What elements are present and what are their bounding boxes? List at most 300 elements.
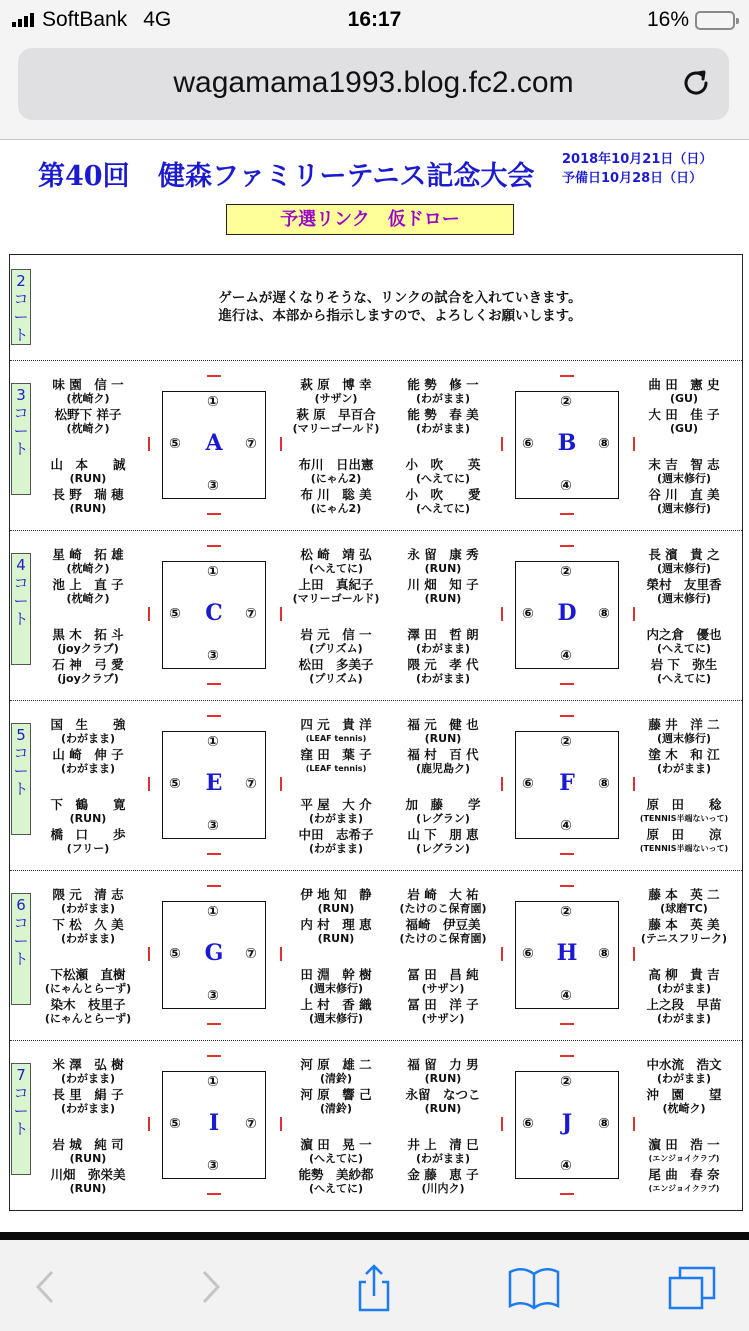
group-b-right-player-name: 大 田 佳 子 bbox=[648, 407, 720, 422]
group-b-right-player-name: 末 吉 智 志 bbox=[648, 457, 720, 472]
group-g-match-number: ⑤ bbox=[169, 946, 181, 962]
group-b-right-player-club: (GU) bbox=[669, 422, 698, 435]
group-a-match-number: ③ bbox=[207, 478, 219, 494]
group-a-group-letter: A bbox=[205, 430, 223, 456]
notice-line-1: ゲームが遅くなりそうな、リンクの試合を入れていきます。 bbox=[218, 290, 582, 306]
group-f-right-player-club: (週末修行) bbox=[656, 732, 712, 745]
court-row bbox=[10, 531, 742, 701]
group-e-match-number: ① bbox=[207, 734, 219, 750]
group-h-match-number: ② bbox=[560, 904, 572, 920]
group-d-group-letter: D bbox=[557, 600, 577, 626]
group-j-match-number: ⑧ bbox=[598, 1116, 610, 1132]
browser-toolbar bbox=[0, 42, 749, 140]
group-b-left-player-name: 能 勢 春 美 bbox=[407, 407, 479, 422]
court-label: 6 コ ー ト bbox=[11, 893, 31, 1005]
battery-icon bbox=[695, 11, 735, 30]
group-c-left-player-name: 池 上 直 子 bbox=[52, 577, 124, 592]
group-f-left-player-name: 山 下 朋 恵 bbox=[407, 827, 479, 842]
group-h-left-player-club: (サザン) bbox=[421, 1012, 465, 1025]
group-h-right-player-club: (わがまま) bbox=[656, 982, 712, 995]
group-e-left-player-club: (RUN) bbox=[69, 812, 107, 825]
group-d-left-player-name: 澤 田 哲 朗 bbox=[407, 627, 479, 642]
group-b-group-letter: B bbox=[557, 430, 577, 456]
group-c-right-player-name: 松 崎 靖 弘 bbox=[300, 547, 372, 562]
forward-icon[interactable] bbox=[180, 1262, 240, 1312]
group-j-right-player-club: (わがまま) bbox=[656, 1072, 712, 1085]
group-i-right-player-club: (清鈴) bbox=[319, 1102, 353, 1115]
group-b-right-player-club: (GU) bbox=[669, 392, 698, 405]
group-e-bottom-mark bbox=[207, 853, 221, 855]
group-d-match-number: ④ bbox=[560, 648, 572, 664]
group-i-right-player-name: 能勢 美紗都 bbox=[298, 1167, 374, 1182]
group-a-left-player-name: 松野下 祥子 bbox=[54, 407, 122, 422]
group-a-right-player-club: (サザン) bbox=[314, 392, 358, 405]
group-b-right-player-club: (週末修行) bbox=[656, 502, 712, 515]
group-h-right-player-name: 高 柳 貴 吉 bbox=[648, 967, 720, 982]
group-f-right-player-club: (TENNIS半端ないって) bbox=[639, 844, 729, 853]
group-f-left-player-club: (レグラン) bbox=[416, 842, 470, 855]
group-j-left-player-club: (RUN) bbox=[424, 1072, 462, 1085]
group-e-right-mark bbox=[280, 777, 282, 791]
court-row bbox=[10, 701, 742, 871]
group-c-left-player-name: 星 崎 拓 雄 bbox=[52, 547, 124, 562]
group-j-match-number: ⑥ bbox=[522, 1116, 534, 1132]
group-h-left-player-name: 冨 田 洋 子 bbox=[407, 997, 479, 1012]
group-g-right-player-name: 田 淵 幹 樹 bbox=[300, 967, 372, 982]
group-b-right-player-name: 谷 川 直 美 bbox=[648, 487, 720, 502]
group-a-left-player-name: 山 本 誠 bbox=[50, 457, 126, 472]
group-e-left-player-club: (フリー) bbox=[66, 842, 110, 855]
group-g-match-number: ⑦ bbox=[245, 946, 257, 962]
group-g-right-player-name: 内 村 理 恵 bbox=[300, 917, 372, 932]
group-b-right-player-name: 曲 田 憲 史 bbox=[648, 377, 720, 392]
group-h-right-player-club: (わがまま) bbox=[656, 1012, 712, 1025]
group-e-left-player-club: (わがまま) bbox=[60, 732, 116, 745]
group-f-bottom-mark bbox=[560, 853, 574, 855]
group-d-right-mark bbox=[633, 607, 635, 621]
group-i-right-player-name: 濵 田 晃 一 bbox=[300, 1137, 372, 1152]
group-g-left-player-club: (にゃんとらーず) bbox=[44, 1012, 132, 1025]
group-a-right-player-club: (マリーゴールド) bbox=[292, 422, 380, 435]
group-d-left-player-name: 川 畑 知 子 bbox=[407, 577, 479, 592]
court-label: 4 コ ー ト bbox=[11, 553, 31, 665]
group-j-match-number: ④ bbox=[560, 1158, 572, 1174]
group-j-top-mark bbox=[560, 1055, 574, 1057]
group-b-match-number: ② bbox=[560, 394, 572, 410]
group-b-bottom-mark bbox=[560, 513, 574, 515]
group-b-left-mark bbox=[501, 437, 503, 451]
group-g-right-player-name: 伊 地 知 静 bbox=[300, 887, 372, 902]
group-a-left-player-club: (RUN) bbox=[69, 472, 107, 485]
group-f-group-box bbox=[515, 731, 619, 839]
group-i-left-player-club: (RUN) bbox=[69, 1182, 107, 1195]
group-f-right-mark bbox=[633, 777, 635, 791]
back-icon[interactable] bbox=[16, 1262, 76, 1312]
group-e-right-player-name: 四 元 貴 洋 bbox=[300, 717, 372, 732]
group-i-left-player-club: (RUN) bbox=[69, 1152, 107, 1165]
court-row bbox=[10, 361, 742, 531]
group-i-group-letter: I bbox=[208, 1110, 220, 1136]
group-h-right-player-name: 藤 本 英 美 bbox=[648, 917, 720, 932]
group-c-match-number: ⑦ bbox=[245, 606, 257, 622]
group-b-group-box bbox=[515, 391, 619, 499]
group-c-left-player-name: 黒 木 拓 斗 bbox=[52, 627, 124, 642]
group-c-left-player-club: (枕崎ク) bbox=[66, 562, 110, 575]
group-d-right-player-club: (週末修行) bbox=[656, 592, 712, 605]
group-j-right-player-name: 濵 田 浩 一 bbox=[648, 1137, 720, 1152]
group-a-left-player-club: (枕崎ク) bbox=[66, 422, 110, 435]
group-h-match-number: ④ bbox=[560, 988, 572, 1004]
group-e-top-mark bbox=[207, 715, 221, 717]
battery-percent: 16% bbox=[646, 8, 689, 31]
group-j-left-player-name: 福 留 力 男 bbox=[407, 1057, 479, 1072]
group-f-match-number: ⑧ bbox=[598, 776, 610, 792]
group-f-right-player-club: (わがまま) bbox=[656, 762, 712, 775]
group-e-right-player-name: 窪 田 葉 子 bbox=[300, 747, 372, 762]
group-c-left-player-name: 石 神 弓 愛 bbox=[52, 657, 124, 672]
group-a-left-player-club: (RUN) bbox=[69, 502, 107, 515]
group-i-left-mark bbox=[148, 1117, 150, 1131]
group-j-right-player-name: 尾 曲 春 奈 bbox=[648, 1167, 720, 1182]
group-d-match-number: ② bbox=[560, 564, 572, 580]
group-i-left-player-club: (わがまま) bbox=[60, 1072, 116, 1085]
group-h-left-player-name: 冨 田 昌 純 bbox=[407, 967, 479, 982]
group-c-bottom-mark bbox=[207, 683, 221, 685]
group-e-right-player-club: (LEAF tennis) bbox=[305, 734, 367, 743]
group-g-left-player-club: (わがまま) bbox=[60, 902, 116, 915]
group-g-left-player-name: 下 松 久 美 bbox=[52, 917, 124, 932]
group-c-right-player-club: (プリズム) bbox=[309, 672, 363, 685]
carrier-name: SoftBank bbox=[42, 8, 128, 31]
group-b-right-mark bbox=[633, 437, 635, 451]
group-a-match-number: ⑤ bbox=[169, 436, 181, 452]
group-f-right-player-club: (TENNIS半端ないって) bbox=[639, 814, 729, 823]
group-i-left-player-name: 川畑 弥栄美 bbox=[50, 1167, 126, 1182]
group-g-right-player-club: (週末修行) bbox=[308, 982, 364, 995]
group-i-left-player-club: (わがまま) bbox=[60, 1102, 116, 1115]
group-i-match-number: ① bbox=[207, 1074, 219, 1090]
group-h-bottom-mark bbox=[560, 1023, 574, 1025]
group-g-right-player-club: (RUN) bbox=[317, 902, 355, 915]
group-e-right-player-club: (わがまま) bbox=[308, 812, 364, 825]
group-i-right-player-club: (へえてに) bbox=[308, 1152, 364, 1165]
group-a-right-player-name: 萩 原 博 幸 bbox=[300, 377, 372, 392]
court-row bbox=[10, 1041, 742, 1211]
group-j-right-mark bbox=[633, 1117, 635, 1131]
group-b-left-player-club: (へえてに) bbox=[415, 472, 471, 485]
group-j-left-player-name: 井 上 清 巳 bbox=[407, 1137, 479, 1152]
group-f-match-number: ② bbox=[560, 734, 572, 750]
group-i-right-mark bbox=[280, 1117, 282, 1131]
group-c-match-number: ⑤ bbox=[169, 606, 181, 622]
reload-icon[interactable] bbox=[679, 66, 713, 100]
group-a-left-player-name: 長 野 瑞 穂 bbox=[52, 487, 124, 502]
group-i-right-player-club: (清鈴) bbox=[319, 1072, 353, 1085]
group-c-right-player-club: (へえてに) bbox=[308, 562, 364, 575]
group-i-bottom-mark bbox=[207, 1193, 221, 1195]
group-e-left-player-name: 国 生 強 bbox=[50, 717, 126, 732]
group-j-right-player-name: 沖 園 望 bbox=[646, 1087, 722, 1102]
group-h-left-player-name: 岩 崎 大 祐 bbox=[407, 887, 479, 902]
group-b-top-mark bbox=[560, 375, 574, 377]
group-d-right-player-club: (週末修行) bbox=[656, 562, 712, 575]
group-g-right-player-name: 上 村 香 織 bbox=[300, 997, 372, 1012]
group-a-right-player-club: (にゃん2) bbox=[310, 502, 362, 515]
group-b-match-number: ④ bbox=[560, 478, 572, 494]
group-b-left-player-club: (へえてに) bbox=[415, 502, 471, 515]
group-g-group-box bbox=[162, 901, 266, 1009]
group-f-left-mark bbox=[501, 777, 503, 791]
group-d-match-number: ⑥ bbox=[522, 606, 534, 622]
group-f-match-number: ⑥ bbox=[522, 776, 534, 792]
group-b-left-player-club: (わがまま) bbox=[415, 422, 471, 435]
group-j-right-player-club: (枕崎ク) bbox=[662, 1102, 706, 1115]
group-d-right-player-name: 榮村 友里香 bbox=[646, 577, 722, 592]
group-h-right-player-club: (テニスフリーク) bbox=[640, 932, 728, 945]
group-e-group-box bbox=[162, 731, 266, 839]
group-c-left-player-club: (joyクラブ) bbox=[57, 672, 119, 685]
group-c-top-mark bbox=[207, 545, 221, 547]
group-c-right-player-club: (マリーゴールド) bbox=[292, 592, 380, 605]
tournament-number: 第40回 bbox=[38, 161, 130, 192]
group-b-left-player-name: 小 吹 英 bbox=[405, 457, 481, 472]
group-f-right-player-name: 塗 木 和 江 bbox=[648, 747, 720, 762]
group-d-left-player-name: 永 留 康 秀 bbox=[407, 547, 479, 562]
court-row bbox=[10, 871, 742, 1041]
group-e-left-player-name: 橋 口 歩 bbox=[50, 827, 126, 842]
court-label: 5 コ ー ト bbox=[11, 723, 31, 835]
group-h-match-number: ⑧ bbox=[598, 946, 610, 962]
group-d-left-player-club: (RUN) bbox=[424, 562, 462, 575]
draw-table bbox=[9, 254, 743, 1211]
group-h-right-player-club: (球磨TC) bbox=[660, 902, 708, 915]
group-c-group-letter: C bbox=[205, 600, 223, 626]
group-h-right-player-name: 上之段 早苗 bbox=[646, 997, 722, 1012]
group-e-left-player-name: 下 鶴 寛 bbox=[50, 797, 126, 812]
group-a-right-player-name: 萩 原 早百合 bbox=[296, 407, 376, 422]
group-f-left-player-name: 福 元 健 也 bbox=[407, 717, 479, 732]
group-i-right-player-name: 河 原 雄 二 bbox=[300, 1057, 372, 1072]
group-e-right-player-name: 中田 志希子 bbox=[298, 827, 374, 842]
group-g-left-mark bbox=[148, 947, 150, 961]
group-g-left-player-club: (にゃんとらーず) bbox=[44, 982, 132, 995]
group-g-top-mark bbox=[207, 885, 221, 887]
group-f-group-letter: F bbox=[559, 770, 575, 796]
group-g-match-number: ③ bbox=[207, 988, 219, 1004]
group-i-left-player-name: 長 里 絹 子 bbox=[52, 1087, 124, 1102]
group-c-match-number: ① bbox=[207, 564, 219, 580]
group-d-left-mark bbox=[501, 607, 503, 621]
group-g-right-player-club: (週末修行) bbox=[308, 1012, 364, 1025]
group-c-right-player-club: (プリズム) bbox=[309, 642, 363, 655]
group-a-left-player-name: 味 園 信 一 bbox=[52, 377, 124, 392]
group-h-right-mark bbox=[633, 947, 635, 961]
group-c-left-player-club: (joyクラブ) bbox=[57, 642, 119, 655]
group-c-right-player-name: 松田 多美子 bbox=[298, 657, 374, 672]
address-bar[interactable] bbox=[18, 48, 729, 120]
group-c-right-player-name: 岩 元 信 一 bbox=[300, 627, 372, 642]
clock: 16:17 bbox=[347, 8, 402, 31]
group-j-match-number: ② bbox=[560, 1074, 572, 1090]
notice-row bbox=[10, 255, 742, 361]
group-h-match-number: ⑥ bbox=[522, 946, 534, 962]
group-e-match-number: ⑦ bbox=[245, 776, 257, 792]
group-i-left-player-name: 岩 城 純 司 bbox=[52, 1137, 124, 1152]
group-g-right-mark bbox=[280, 947, 282, 961]
group-g-left-player-name: 染木 枝里子 bbox=[50, 997, 126, 1012]
group-h-group-letter: H bbox=[556, 940, 578, 966]
group-j-left-player-club: (わがまま) bbox=[415, 1152, 471, 1165]
group-h-left-player-club: (たけのこ保育園) bbox=[399, 932, 487, 945]
group-j-left-player-club: (RUN) bbox=[424, 1102, 462, 1115]
main-date: 2018年10月21日（日） bbox=[562, 152, 713, 167]
group-e-left-mark bbox=[148, 777, 150, 791]
group-g-left-player-name: 隈 元 清 志 bbox=[52, 887, 124, 902]
reserve-date: 予備日10月28日（日） bbox=[562, 171, 703, 186]
group-a-left-player-club: (枕崎ク) bbox=[66, 392, 110, 405]
network-type: 4G bbox=[143, 8, 172, 31]
tournament-dates bbox=[562, 150, 712, 188]
group-d-right-player-name: 岩 下 弥生 bbox=[650, 657, 718, 672]
group-f-right-player-name: 藤 井 洋 二 bbox=[648, 717, 720, 732]
bookmarks-icon[interactable] bbox=[504, 1262, 564, 1312]
court-label-2: 2 コ ー ト bbox=[11, 269, 31, 345]
group-a-right-mark bbox=[280, 437, 282, 451]
group-i-match-number: ⑤ bbox=[169, 1116, 181, 1132]
group-b-left-player-name: 小 吹 愛 bbox=[405, 487, 481, 502]
group-j-left-player-name: 永留 なつこ bbox=[405, 1087, 481, 1102]
group-b-match-number: ⑥ bbox=[522, 436, 534, 452]
group-h-left-player-club: (たけのこ保育園) bbox=[399, 902, 487, 915]
group-j-right-player-club: (エンジョイクラブ) bbox=[648, 1154, 720, 1163]
group-j-group-letter: J bbox=[561, 1110, 573, 1136]
tournament-title: 健森ファミリーテニス記念大会 bbox=[158, 161, 535, 192]
group-d-left-player-club: (わがまま) bbox=[415, 642, 471, 655]
group-f-left-player-name: 福 村 百 代 bbox=[407, 747, 479, 762]
url-text[interactable]: wagamama1993.blog.fc2.com bbox=[173, 66, 574, 99]
group-j-left-mark bbox=[501, 1117, 503, 1131]
group-d-left-player-club: (わがまま) bbox=[415, 672, 471, 685]
group-d-right-player-name: 内之倉 優也 bbox=[646, 627, 722, 642]
group-d-top-mark bbox=[560, 545, 574, 547]
group-e-right-player-name: 平 屋 大 介 bbox=[300, 797, 372, 812]
group-f-right-player-name: 原 田 稔 bbox=[646, 797, 722, 812]
group-a-left-mark bbox=[148, 437, 150, 451]
group-c-right-player-name: 上田 真紀子 bbox=[298, 577, 374, 592]
group-i-match-number: ③ bbox=[207, 1158, 219, 1174]
browser-bottom-toolbar bbox=[0, 1232, 749, 1331]
group-g-left-player-club: (わがまま) bbox=[60, 932, 116, 945]
group-a-group-box bbox=[162, 391, 266, 499]
status-bar bbox=[0, 0, 749, 42]
group-g-group-letter: G bbox=[204, 940, 224, 966]
tabs-icon[interactable] bbox=[664, 1262, 724, 1312]
group-h-group-box bbox=[515, 901, 619, 1009]
group-i-left-player-name: 米 澤 弘 樹 bbox=[52, 1057, 124, 1072]
group-d-right-player-club: (へえてに) bbox=[656, 672, 712, 685]
notice-line-2: 進行は、本部から指示しますので、よろしくお願いします。 bbox=[218, 308, 582, 324]
group-d-bottom-mark bbox=[560, 683, 574, 685]
court-label: 7 コ ー ト bbox=[11, 1063, 31, 1175]
page-content bbox=[0, 140, 749, 1232]
group-f-match-number: ④ bbox=[560, 818, 572, 834]
group-j-right-player-name: 中水流 浩文 bbox=[646, 1057, 722, 1072]
group-b-match-number: ⑧ bbox=[598, 436, 610, 452]
group-f-top-mark bbox=[560, 715, 574, 717]
group-g-match-number: ① bbox=[207, 904, 219, 920]
group-d-right-player-name: 長 濱 貴 之 bbox=[648, 547, 720, 562]
group-f-left-player-name: 加 藤 学 bbox=[405, 797, 481, 812]
group-h-right-player-name: 藤 本 英 二 bbox=[648, 887, 720, 902]
group-h-left-mark bbox=[501, 947, 503, 961]
court-label: 3 コ ー ト bbox=[11, 383, 31, 495]
group-e-left-player-club: (わがまま) bbox=[60, 762, 116, 775]
group-e-match-number: ⑤ bbox=[169, 776, 181, 792]
group-i-group-box bbox=[162, 1071, 266, 1179]
group-j-right-player-club: (エンジョイクラブ) bbox=[648, 1184, 720, 1193]
group-a-match-number: ① bbox=[207, 394, 219, 410]
group-b-left-player-club: (わがまま) bbox=[415, 392, 471, 405]
group-h-left-player-name: 福崎 伊豆美 bbox=[405, 917, 481, 932]
group-f-right-player-name: 原 田 涼 bbox=[646, 827, 722, 842]
group-i-right-player-club: (へえてに) bbox=[308, 1182, 364, 1195]
group-h-top-mark bbox=[560, 885, 574, 887]
group-d-match-number: ⑧ bbox=[598, 606, 610, 622]
group-a-bottom-mark bbox=[207, 513, 221, 515]
group-e-right-player-club: (わがまま) bbox=[308, 842, 364, 855]
group-g-right-player-club: (RUN) bbox=[317, 932, 355, 945]
group-a-right-player-name: 布川 日出憲 bbox=[298, 457, 374, 472]
group-c-group-box bbox=[162, 561, 266, 669]
group-d-group-box bbox=[515, 561, 619, 669]
group-e-match-number: ③ bbox=[207, 818, 219, 834]
group-i-match-number: ⑦ bbox=[245, 1116, 257, 1132]
group-e-left-player-name: 山 崎 伸 子 bbox=[52, 747, 124, 762]
group-a-right-player-club: (にゃん2) bbox=[310, 472, 362, 485]
group-b-right-player-club: (週末修行) bbox=[656, 472, 712, 485]
group-c-match-number: ③ bbox=[207, 648, 219, 664]
group-a-match-number: ⑦ bbox=[245, 436, 257, 452]
share-icon[interactable] bbox=[344, 1262, 404, 1312]
group-c-right-mark bbox=[280, 607, 282, 621]
group-j-left-player-name: 金 藤 恵 子 bbox=[407, 1167, 479, 1182]
group-h-left-player-club: (サザン) bbox=[421, 982, 465, 995]
group-d-left-player-club: (RUN) bbox=[424, 592, 462, 605]
group-g-left-player-name: 下松瀬 直樹 bbox=[50, 967, 126, 982]
group-g-bottom-mark bbox=[207, 1023, 221, 1025]
group-c-left-player-club: (枕崎ク) bbox=[66, 592, 110, 605]
group-f-left-player-club: (鹿児島ク) bbox=[415, 762, 471, 775]
group-d-right-player-club: (へえてに) bbox=[656, 642, 712, 655]
group-i-top-mark bbox=[207, 1055, 221, 1057]
group-a-right-player-name: 布 川 聡 美 bbox=[300, 487, 372, 502]
draw-subtitle: 予選リンク 仮ドロー bbox=[226, 204, 514, 235]
group-e-group-letter: E bbox=[205, 770, 223, 796]
group-b-left-player-name: 能 勢 修 一 bbox=[407, 377, 479, 392]
group-j-bottom-mark bbox=[560, 1193, 574, 1195]
group-e-right-player-club: (LEAF tennis) bbox=[305, 764, 367, 773]
group-j-left-player-club: (川内ク) bbox=[421, 1182, 465, 1195]
group-c-left-mark bbox=[148, 607, 150, 621]
group-f-left-player-club: (レグラン) bbox=[416, 812, 470, 825]
group-d-left-player-name: 隈 元 孝 代 bbox=[407, 657, 479, 672]
group-j-group-box bbox=[515, 1071, 619, 1179]
group-f-left-player-club: (RUN) bbox=[424, 732, 462, 745]
battery-status bbox=[647, 8, 735, 32]
group-i-right-player-name: 河 原 響 己 bbox=[300, 1087, 372, 1102]
group-a-top-mark bbox=[207, 375, 221, 377]
notice-message bbox=[150, 289, 650, 325]
